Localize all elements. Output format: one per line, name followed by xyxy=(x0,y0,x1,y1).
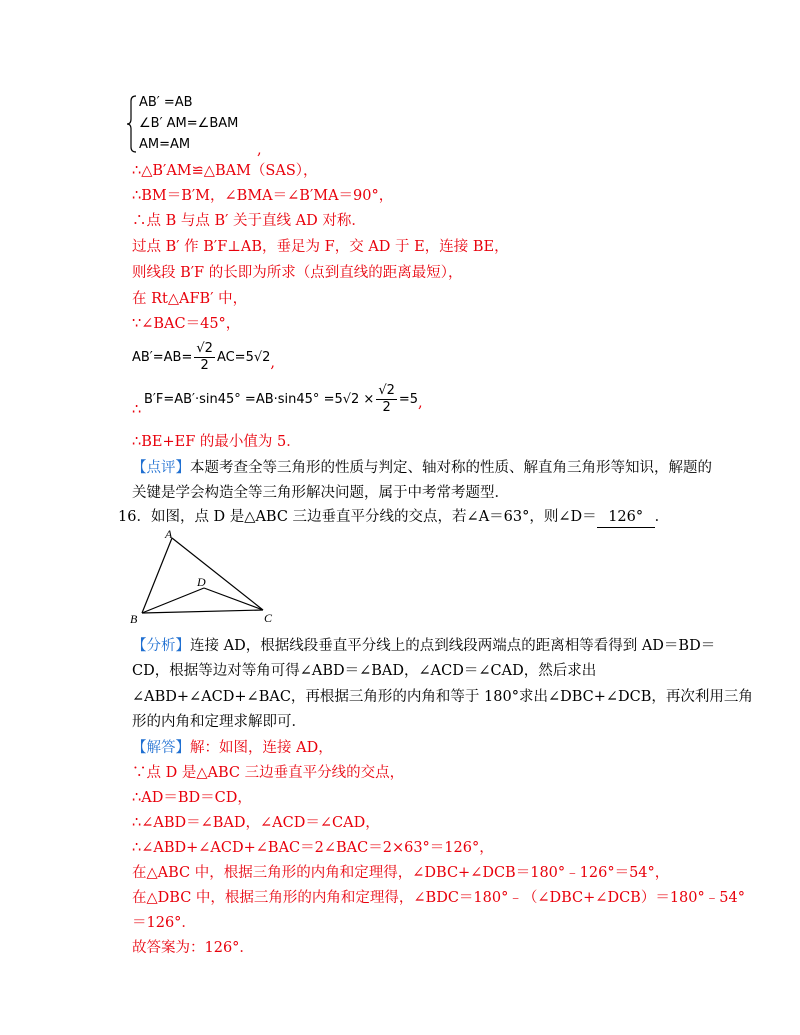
analysis-line-1 xyxy=(132,636,715,656)
formula2-num: √2 xyxy=(378,382,395,398)
line-conclusion: ∴BE+EF 的最小值为 5． xyxy=(132,434,301,450)
question-number: 16． xyxy=(118,509,151,525)
formula2-prefix: ∴ xyxy=(132,402,142,418)
solution-text-0: 解：如图，连接 AD， xyxy=(190,740,333,756)
edge-bc xyxy=(142,610,263,613)
question-16 xyxy=(118,507,669,528)
line-segment: 则线段 B′F 的长即为所求（点到直线的距离最短）， xyxy=(132,265,463,281)
line-construct: 过点 B′ 作 B′F⊥AB，垂足为 F，交 AD 于 E，连接 BE， xyxy=(132,239,509,255)
line-congruent: ∴△B′AM≌△BAM（SAS）， xyxy=(132,163,318,179)
formula1-num: √2 xyxy=(196,340,213,356)
line-angle-bac: ∵∠BAC＝45°， xyxy=(132,316,241,332)
formula1-left: AB′=AB= xyxy=(132,350,193,365)
solution-line-2: ∴AD＝BD＝CD， xyxy=(132,790,252,806)
formula2-den: 2 xyxy=(382,399,391,415)
line-right-triangle: 在 Rt△AFB′ 中， xyxy=(132,291,248,307)
formula1-right: AC=5√2 xyxy=(216,350,271,365)
formula2-fraction xyxy=(376,383,397,416)
label-b: B xyxy=(130,612,138,626)
edge-bd xyxy=(142,588,204,613)
system-eq3: AM=AM xyxy=(139,137,191,152)
solution-line-7: ＝126°． xyxy=(132,915,196,931)
system-eq1: AB′ =AB xyxy=(139,95,193,110)
formula-bf xyxy=(144,380,423,418)
question-text: 如图，点 D 是△ABC 三边垂直平分线的交点，若∠A＝63°，则∠D＝ xyxy=(150,509,597,525)
comment-tag: 【点评】 xyxy=(132,460,190,476)
analysis-line-4: 形的内角和定理求解即可． xyxy=(132,714,306,730)
label-d: D xyxy=(197,575,206,589)
comment-line-1 xyxy=(132,458,712,478)
solution-line-5: 在△ABC 中，根据三角形的内角和定理得，∠DBC+∠DCB＝180°﹣126°＝54°， xyxy=(132,865,670,881)
analysis-line-3: ∠ABD+∠ACD+∠BAC，再根据三角形的内角和等于 180°求出∠DBC+∠DCB，再次利用三角 xyxy=(132,689,753,705)
analysis-tag: 【分析】 xyxy=(132,638,190,654)
formula1-fraction xyxy=(194,341,215,374)
edge-cd xyxy=(204,588,263,610)
triangle-figure xyxy=(128,528,278,628)
brace-icon xyxy=(127,95,137,153)
solution-tag: 【解答】 xyxy=(132,740,190,756)
formula2-tail: =5 xyxy=(398,392,419,407)
analysis-text-1: 连接 AD，根据线段垂直平分线上的点到线段两端点的距离相等看得到 AD＝BD＝ xyxy=(190,638,716,654)
edge-ac xyxy=(172,538,263,610)
solution-line-6: 在△DBC 中，根据三角形的内角和定理得，∠BDC＝180°﹣（∠DBC+∠DCB）＝180°﹣54° xyxy=(132,890,745,906)
solution-line-4: ∴∠ABD+∠ACD+∠BAC＝2∠BAC＝2×63°＝126°， xyxy=(132,840,494,856)
system-comma: , xyxy=(257,142,262,158)
solution-line-0 xyxy=(132,738,333,758)
solution-line-3: ∴∠ABD＝∠BAD，∠ACD＝∠CAD， xyxy=(132,815,380,831)
formula2-text: B′F=AB′·sin45° =AB·sin45° =5√2 × xyxy=(144,392,375,407)
solution-line-8: 故答案为：126°． xyxy=(132,940,254,956)
formula-ab-prime xyxy=(132,338,275,376)
question-end: ． xyxy=(654,509,670,525)
comment-text-1: 本题考查全等三角形的性质与判定、轴对称的性质、解直角三角形等知识，解题的 xyxy=(190,460,712,476)
formula1-comma: , xyxy=(270,355,276,371)
edge-ab xyxy=(142,538,172,613)
line-symmetric: ∴点 B 与点 B′ 关于直线 AD 对称． xyxy=(132,213,366,229)
label-a: A xyxy=(165,528,173,541)
formula2-comma: , xyxy=(418,395,423,411)
system-eq2: ∠B′ AM=∠BAM xyxy=(139,116,239,131)
analysis-line-2: CD，根据等边对等角可得∠ABD＝∠BAD，∠ACD＝∠CAD，然后求出 xyxy=(132,663,597,679)
line-bm-equal: ∴BM＝B′M，∠BMA＝∠B′MA＝90°， xyxy=(132,188,394,204)
answer-blank: 126° xyxy=(597,507,655,528)
comment-line-2: 关键是学会构造全等三角形解决问题，属于中考常考题型． xyxy=(132,485,509,501)
formula1-den: 2 xyxy=(200,357,209,373)
solution-line-1: ∵点 D 是△ABC 三边垂直平分线的交点， xyxy=(132,765,405,781)
label-c: C xyxy=(264,611,273,625)
